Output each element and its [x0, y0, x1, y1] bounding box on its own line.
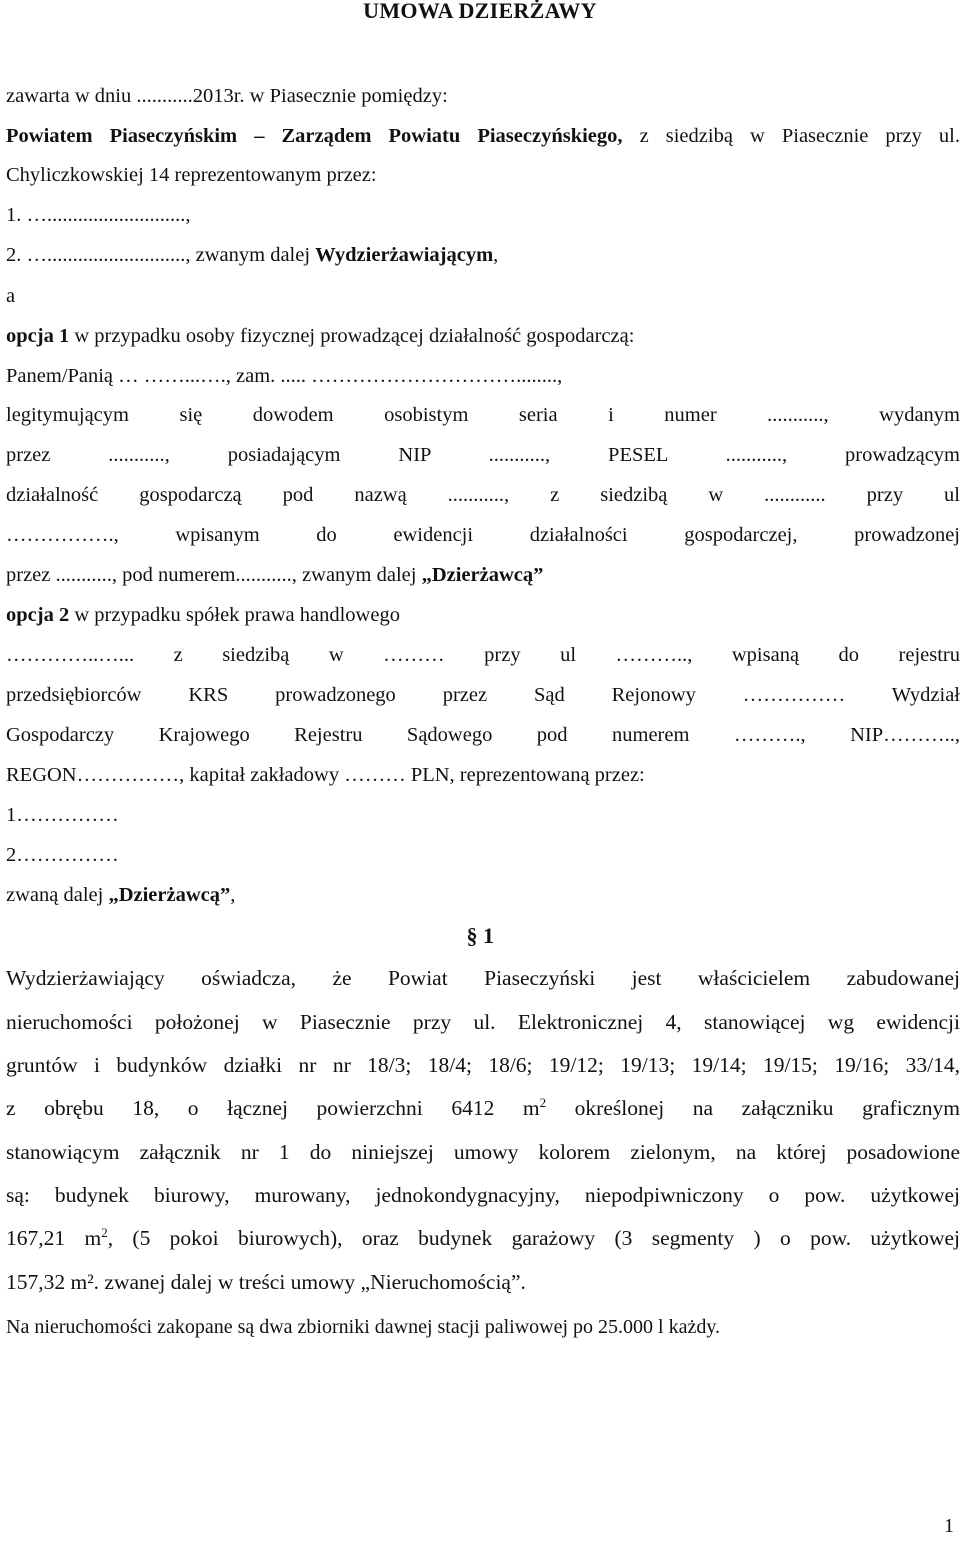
party-address: z siedzibą w Piasecznie przy ul. — [622, 125, 960, 147]
paragraph-line-5: stanowiącym załącznik nr 1 do niniejszej umowy kolorem zielonym, na której posadowione — [6, 1140, 960, 1164]
office-area-text-rest: , (5 pokoi biurowych), oraz budynek garażowy (3 segmenty ) o pow. użytkowej — [107, 1226, 960, 1250]
option-2-krs-line: przedsiębiorców KRS prowadzonego przez Sąd Rejonowy …………… Wydział — [6, 684, 960, 706]
option-2-court-line: Gospodarczy Krajowego Rejestru Sądowego pod numerem ………., NIP……….., — [6, 724, 960, 746]
paragraph-line-3: gruntów i budynków działki nr nr 18/3; 18/4; 18/6; 19/12; 19/13; 19/14; 19/15; 19/16; 33/14, — [6, 1053, 960, 1077]
paragraph-line-7 — [6, 1226, 960, 1250]
party-line-2: Chyliczkowskiej 14 reprezentowanym przez: — [6, 164, 377, 186]
paragraph-line-2: nieruchomości położonej w Piasecznie przy ul. Elektronicznej 4, stanowiącej wg ewidencji — [6, 1010, 960, 1034]
option-2-line — [6, 603, 960, 627]
lessee-term-1: „Dzierżawcą” — [421, 564, 544, 586]
option-1-registry-line: ……………., wpisanym do ewidencji działalności gospodarczej, prowadzonej — [6, 524, 960, 546]
page-number: 1 — [944, 1515, 954, 1537]
office-area-text: 167,21 m — [6, 1226, 102, 1250]
paragraph-line-6: są: budynek biurowy, murowany, jednokondygnacyjny, niepodpiwniczony o pow. użytkowej — [6, 1183, 960, 1207]
area-text: z obrębu 18, o łącznej powierzchni 6412 m — [6, 1096, 540, 1120]
option-2-rep-1: 1…………… — [6, 804, 119, 826]
representative-2 — [6, 243, 960, 267]
option-2-text: w przypadku spółek prawa handlowego — [69, 604, 400, 626]
option-2-address-line: …………..…... z siedzibą w ……… przy ul ……….., wpisaną do rejestru — [6, 644, 960, 666]
lessee-line-comma: , — [230, 884, 236, 906]
document-title: UMOWA DZIERŻAWY — [363, 0, 597, 23]
option-1-business-line: działalność gospodarczą pod nazwą ..........., z siedzibą w ............ przy ul — [6, 484, 960, 506]
option-1-text: w przypadku osoby fizycznej prowadzącej działalność gospodarczą: — [69, 325, 635, 347]
option-2-rep-2: 2…………… — [6, 844, 119, 866]
paragraph-line-9: Na nieruchomości zakopane są dwa zbiorniki dawnej stacji paliwowej po 25.000 l każdy. — [6, 1316, 721, 1338]
lessee-line — [6, 883, 960, 907]
section-heading: § 1 — [466, 923, 494, 948]
option-2-regon-line: REGON……………, kapitał zakładowy ……… PLN, reprezentowaną przez: — [6, 764, 645, 786]
lessee-line-text: zwaną dalej — [6, 884, 109, 906]
office-area-superscript: 2 — [101, 1226, 108, 1240]
party-name: Powiatem Piaseczyńskim – Zarządem Powiatu Piaseczyńskiego, — [6, 125, 623, 147]
representative-2-text: 2. …..........................., zwanym dalej — [6, 244, 316, 266]
paragraph-line-8: 157,32 m². zwanej dalej w treści umowy „Nieruchomością”. — [6, 1270, 526, 1294]
option-1-name-line: Panem/Panią … ……...…., zam. ..... …………………………........, — [6, 365, 563, 387]
option-1-line — [6, 324, 960, 348]
conjunction-line: a — [6, 285, 16, 307]
option-2-label: opcja 2 — [6, 604, 70, 626]
option-1-number-line — [6, 563, 960, 587]
option-1-id-line: legitymującym się dowodem osobistym seria i numer ..........., wydanym — [6, 404, 960, 426]
lessee-term-2: „Dzierżawcą” — [108, 884, 231, 906]
lessor-term: Wydzierżawiającym — [315, 244, 494, 266]
option-1-label: opcja 1 — [6, 325, 70, 347]
representative-2-comma: , — [493, 244, 499, 266]
area-text-rest: określonej na załączniku graficznym — [546, 1096, 960, 1120]
party-line-1 — [6, 124, 960, 148]
paragraph-line-4 — [6, 1096, 960, 1120]
option-1-nip-line: przez ..........., posiadającym NIP ..........., PESEL ..........., prowadzącym — [6, 444, 960, 466]
option-1-number-text: przez ..........., pod numerem..........., zwanym dalej — [6, 564, 422, 586]
area-superscript: 2 — [539, 1096, 547, 1110]
representative-1: 1. …..........................., — [6, 204, 191, 226]
date-line: zawarta w dniu ...........2013r. w Piasecznie pomiędzy: — [6, 85, 448, 107]
paragraph-line-1: Wydzierżawiający oświadcza, że Powiat Piaseczyński jest właścicielem zabudowanej — [6, 966, 960, 990]
